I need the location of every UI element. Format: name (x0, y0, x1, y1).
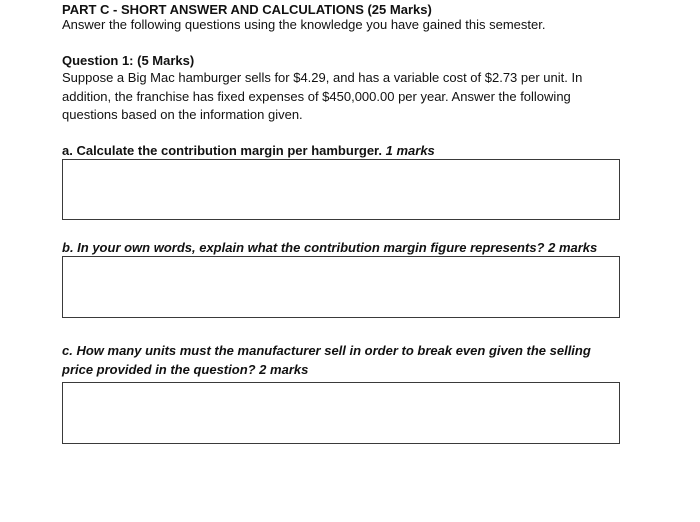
answer-box-c[interactable] (62, 382, 620, 444)
question-body-line-1: Suppose a Big Mac hamburger sells for $4.29, and has a variable cost of $2.73 per unit. In (62, 70, 583, 85)
question-body-line-2: addition, the franchise has fixed expenses of $450,000.00 per year. Answer the following (62, 89, 571, 104)
part-a-prompt: a. Calculate the contribution margin per hamburger. (62, 143, 382, 158)
answer-box-b[interactable] (62, 256, 620, 318)
part-a-prompt-line (62, 141, 435, 160)
part-b-prompt: b. In your own words, explain what the contribution margin figure represents? 2 marks (62, 240, 598, 255)
part-c-prompt-line-1: c. How many units must the manufacturer sell in order to break even given the selling (62, 343, 591, 358)
question-heading: Question 1: (5 Marks) (62, 53, 195, 68)
question-body-line-3: questions based on the information given. (62, 107, 303, 122)
part-a-marks: 1 marks (385, 143, 435, 158)
part-c-prompt-line-2: price provided in the question? 2 marks (62, 362, 309, 377)
answer-box-a[interactable] (62, 159, 620, 220)
section-title: PART C - SHORT ANSWER AND CALCULATIONS (25 Marks) (62, 2, 432, 17)
section-instruction: Answer the following questions using the knowledge you have gained this semester. (62, 17, 546, 32)
